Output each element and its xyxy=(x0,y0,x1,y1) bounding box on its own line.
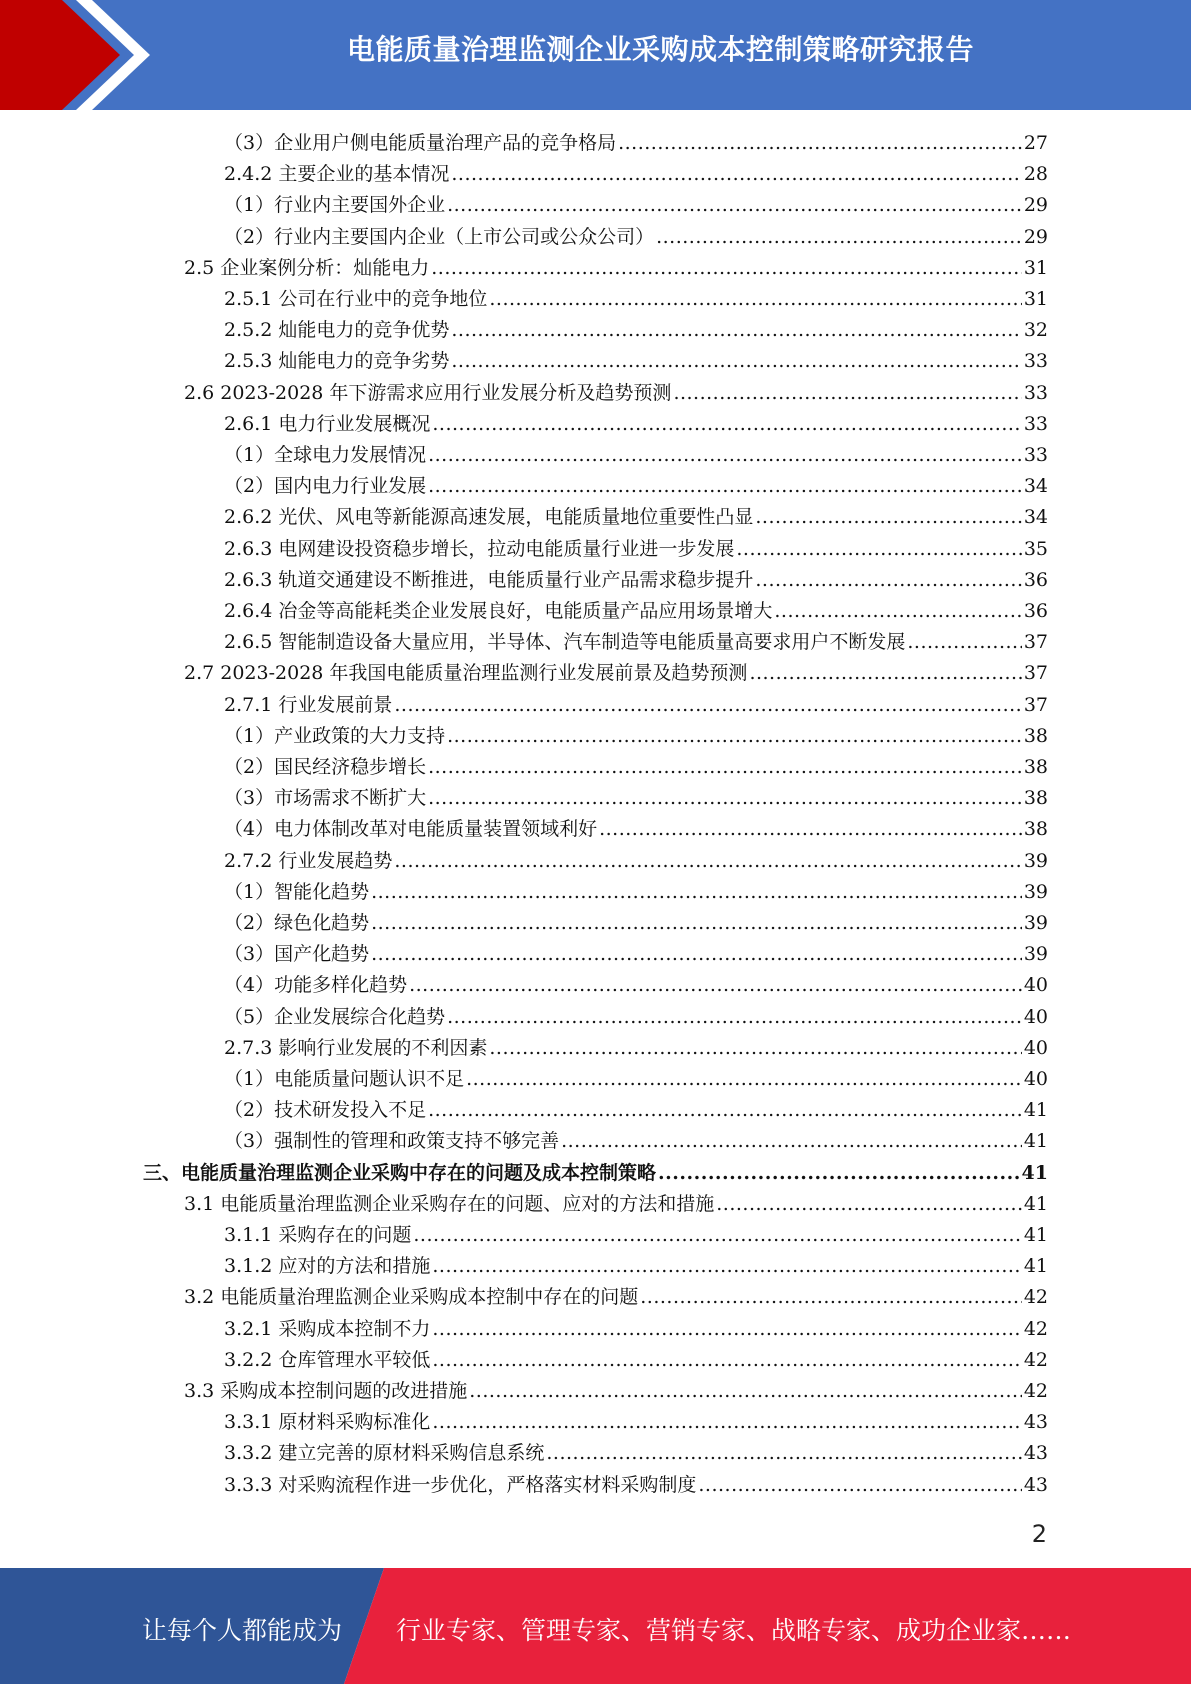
page-footer xyxy=(0,1568,1191,1684)
toc-dot-leader xyxy=(451,319,1021,341)
toc-entry-title: 3.2.1 采购成本控制不力 xyxy=(224,1317,431,1340)
toc-dot-leader xyxy=(640,1286,1022,1308)
toc-entry-page: 38 xyxy=(1023,787,1048,810)
toc-entry-title: 2.6.5 智能制造设备大量应用，半导体、汽车制造等电能质量高要求用户不断发展 xyxy=(224,631,906,654)
toc-entry[interactable] xyxy=(224,409,1048,440)
toc-dot-leader xyxy=(432,1349,1021,1371)
toc-entry[interactable] xyxy=(224,1314,1048,1345)
toc-entry[interactable] xyxy=(224,190,1048,221)
toc-entry-title: 2.6 2023-2028 年下游需求应用行业发展分析及趋势预测 xyxy=(184,381,672,404)
toc-entry[interactable] xyxy=(224,534,1048,565)
toc-dot-leader xyxy=(774,600,1021,622)
toc-dot-leader xyxy=(466,1068,1022,1090)
toc-entry-page: 36 xyxy=(1023,600,1048,622)
toc-dot-leader xyxy=(469,1380,1022,1402)
toc-entry-title: 2.6.4 冶金等高能耗类企业发展良好，电能质量产品应用场景增大 xyxy=(224,600,773,622)
toc-dot-leader xyxy=(428,756,1022,778)
toc-entry[interactable] xyxy=(224,1407,1048,1438)
toc-entry-page: 39 xyxy=(1023,943,1048,966)
toc-entry[interactable] xyxy=(224,721,1048,752)
toc-entry[interactable] xyxy=(224,1033,1048,1064)
toc-entry-title: （2）国民经济稳步增长 xyxy=(224,756,427,778)
toc-entry-title: 3.2.2 仓库管理水平较低 xyxy=(224,1348,431,1371)
toc-entry-title: 3.1.1 采购存在的问题 xyxy=(224,1224,412,1246)
toc-entry-page: 37 xyxy=(1023,693,1048,716)
toc-dot-leader xyxy=(432,1318,1021,1340)
toc-entry-title: （1）电能质量问题认识不足 xyxy=(224,1068,465,1090)
footer-slogan-right: 行业专家、管理专家、营销专家、战略专家、成功企业家…… xyxy=(396,1616,1072,1645)
toc-entry-page: 40 xyxy=(1023,1005,1048,1028)
toc-entry-page: 43 xyxy=(1023,1442,1048,1465)
toc-entry-page: 31 xyxy=(1023,288,1048,310)
toc-entry-page: 33 xyxy=(1023,350,1048,373)
toc-dot-leader xyxy=(658,1162,1020,1184)
toc-entry[interactable] xyxy=(224,596,1048,627)
toc-entry[interactable] xyxy=(224,1126,1048,1157)
toc-entry-title: （2）技术研发投入不足 xyxy=(224,1099,427,1122)
toc-dot-leader xyxy=(907,631,1021,653)
toc-entry[interactable] xyxy=(224,627,1048,658)
toc-entry-title: 3.1 电能质量治理监测企业采购存在的问题、应对的方法和措施 xyxy=(184,1192,715,1215)
toc-entry[interactable] xyxy=(184,253,1048,284)
toc-entry[interactable] xyxy=(224,128,1048,159)
toc-entry-page: 43 xyxy=(1023,1411,1048,1434)
toc-dot-leader xyxy=(618,132,1022,154)
toc-entry[interactable] xyxy=(143,1158,1048,1189)
toc-dot-leader xyxy=(409,974,1022,996)
toc-dot-leader xyxy=(432,1255,1021,1277)
toc-entry-page: 37 xyxy=(1023,631,1048,654)
toc-entry[interactable] xyxy=(184,1189,1048,1220)
toc-dot-leader xyxy=(749,662,1021,684)
toc-entry[interactable] xyxy=(224,222,1048,253)
toc-entry-page: 29 xyxy=(1023,225,1048,248)
toc-entry-page: 37 xyxy=(1023,662,1048,685)
toc-entry-page: 40 xyxy=(1023,1036,1048,1059)
toc-entry-title: 2.7.3 影响行业发展的不利因素 xyxy=(224,1036,488,1059)
toc-entry-page: 38 xyxy=(1023,818,1048,841)
page-number: 2 xyxy=(1031,1520,1047,1548)
toc-entry[interactable] xyxy=(224,565,1048,596)
toc-dot-leader xyxy=(428,475,1022,497)
toc-entry-title: 3.3 采购成本控制问题的改进措施 xyxy=(184,1380,468,1402)
toc-entry[interactable] xyxy=(224,502,1048,533)
toc-entry-title: 2.6.1 电力行业发展概况 xyxy=(224,412,431,435)
toc-entry[interactable] xyxy=(224,1251,1048,1282)
toc-entry-page: 39 xyxy=(1023,880,1048,903)
toc-entry-title: 2.5.3 灿能电力的竞争劣势 xyxy=(224,350,450,373)
toc-entry-title: 3.3.3 对采购流程作进一步优化，严格落实材料采购制度 xyxy=(224,1473,697,1496)
toc-entry-page: 29 xyxy=(1023,194,1048,217)
toc-entry[interactable] xyxy=(224,846,1048,877)
toc-entry-page: 38 xyxy=(1023,756,1048,778)
toc-dot-leader xyxy=(698,1474,1021,1496)
toc-dot-leader xyxy=(599,818,1022,840)
toc-entry[interactable] xyxy=(224,814,1048,845)
toc-dot-leader xyxy=(432,1411,1021,1433)
toc-entry[interactable] xyxy=(224,908,1048,939)
toc-entry[interactable] xyxy=(224,877,1048,908)
toc-entry[interactable] xyxy=(224,1438,1048,1469)
toc-entry-page: 31 xyxy=(1023,256,1048,279)
toc-entry-page: 35 xyxy=(1023,537,1048,560)
toc-entry[interactable] xyxy=(224,1002,1048,1033)
toc-entry-page: 39 xyxy=(1023,912,1048,934)
toc-entry-page: 40 xyxy=(1023,1068,1048,1090)
toc-entry[interactable] xyxy=(224,1064,1048,1095)
toc-dot-leader xyxy=(656,226,1022,248)
toc-dot-leader xyxy=(755,506,1021,528)
toc-entry-page: 32 xyxy=(1023,319,1048,342)
toc-entry-title: （1）智能化趋势 xyxy=(224,880,370,903)
toc-entry[interactable] xyxy=(224,970,1048,1001)
toc-entry-page: 41 xyxy=(1023,1192,1048,1215)
toc-dot-leader xyxy=(451,163,1021,185)
toc-dot-leader xyxy=(428,444,1022,466)
toc-entry[interactable] xyxy=(224,1095,1048,1126)
toc-entry-title: （1）产业政策的大力支持 xyxy=(224,724,446,747)
toc-entry-title: （1）全球电力发展情况 xyxy=(224,444,427,466)
toc-entry-page: 41 xyxy=(1023,1130,1048,1153)
toc-entry-page: 33 xyxy=(1023,412,1048,435)
toc-dot-leader xyxy=(736,538,1021,560)
header-title: 电能质量治理监测企业采购成本控制策略研究报告 xyxy=(346,33,974,66)
toc-entry[interactable] xyxy=(184,378,1048,409)
toc-entry-title: （3）强制性的管理和政策支持不够完善 xyxy=(224,1130,560,1153)
toc-entry[interactable] xyxy=(224,1220,1048,1251)
toc-entry-page: 33 xyxy=(1023,444,1048,466)
toc-dot-leader xyxy=(755,569,1021,591)
toc-dot-leader xyxy=(489,288,1021,310)
toc-entry-title: 2.5.1 公司在行业中的竞争地位 xyxy=(224,288,488,310)
toc-entry-title: 2.5.2 灿能电力的竞争优势 xyxy=(224,319,450,342)
toc-entry-title: 2.7.2 行业发展趋势 xyxy=(224,849,393,872)
toc-dot-leader xyxy=(489,1037,1021,1059)
toc-dot-leader xyxy=(431,257,1022,279)
toc-entry[interactable] xyxy=(224,752,1048,783)
toc-entry-page: 39 xyxy=(1023,849,1048,872)
toc-entry[interactable] xyxy=(224,440,1048,471)
toc-entry-title: （4）电力体制改革对电能质量装置领域利好 xyxy=(224,818,598,841)
toc-entry-page: 40 xyxy=(1023,974,1048,997)
toc-entry-title: 3.2 电能质量治理监测企业采购成本控制中存在的问题 xyxy=(184,1286,639,1309)
toc-entry-page: 41 xyxy=(1023,1099,1048,1122)
toc-entry-page: 42 xyxy=(1023,1286,1048,1309)
toc-dot-leader xyxy=(546,1442,1021,1464)
toc-entry-title: 2.7 2023-2028 年我国电能质量治理监测行业发展前景及趋势预测 xyxy=(184,662,748,685)
toc-entry[interactable] xyxy=(224,346,1048,377)
toc-entry[interactable] xyxy=(224,159,1048,190)
toc-entry-title: （4）功能多样化趋势 xyxy=(224,974,408,997)
toc-dot-leader xyxy=(428,1099,1022,1121)
toc-entry-page: 42 xyxy=(1023,1348,1048,1371)
toc-entry[interactable] xyxy=(184,1376,1048,1407)
toc-entry-page: 42 xyxy=(1023,1380,1048,1402)
toc-dot-leader xyxy=(561,1130,1022,1152)
toc-entry-page: 42 xyxy=(1023,1317,1048,1340)
toc-dot-leader xyxy=(371,912,1022,934)
toc-entry[interactable] xyxy=(224,1345,1048,1376)
footer-slogan-left: 让每个人都能成为 xyxy=(142,1616,343,1645)
toc-dot-leader xyxy=(413,1224,1021,1246)
toc-entry-title: （2）绿色化趋势 xyxy=(224,912,370,934)
toc-entry-title: 2.6.3 电网建设投资稳步增长，拉动电能质量行业进一步发展 xyxy=(224,537,735,560)
toc-entry-title: （2）行业内主要国内企业（上市公司或公众公司） xyxy=(224,225,655,248)
toc-entry[interactable] xyxy=(224,315,1048,346)
toc-entry-title: （5）企业发展综合化趋势 xyxy=(224,1005,446,1028)
toc-dot-leader xyxy=(428,787,1022,809)
toc-entry-title: 2.6.3 轨道交通建设不断推进，电能质量行业产品需求稳步提升 xyxy=(224,568,754,591)
toc-dot-leader xyxy=(451,350,1021,372)
toc-entry-title: （2）国内电力行业发展 xyxy=(224,475,427,498)
toc-dot-leader xyxy=(432,413,1021,435)
toc-entry-title: 3.3.2 建立完善的原材料采购信息系统 xyxy=(224,1442,545,1465)
toc-entry-page: 34 xyxy=(1023,506,1048,529)
page-header xyxy=(0,0,1191,110)
toc-dot-leader xyxy=(447,194,1022,216)
toc-entry-title: 三、电能质量治理监测企业采购中存在的问题及成本控制策略 xyxy=(143,1161,657,1184)
toc-entry[interactable] xyxy=(224,783,1048,814)
toc-dot-leader xyxy=(394,694,1021,716)
toc-entry-title: 2.6.2 光伏、风电等新能源高速发展，电能质量地位重要性凸显 xyxy=(224,506,754,529)
toc-entry[interactable] xyxy=(224,690,1048,721)
toc-entry-page: 41 xyxy=(1021,1161,1048,1184)
toc-entry[interactable] xyxy=(184,1282,1048,1313)
toc-dot-leader xyxy=(394,850,1021,872)
toc-entry-title: 3.3.1 原材料采购标准化 xyxy=(224,1411,431,1434)
toc-dot-leader xyxy=(716,1193,1022,1215)
toc-entry-page: 43 xyxy=(1023,1473,1048,1496)
toc-entry-title: 3.1.2 应对的方法和措施 xyxy=(224,1255,431,1278)
toc-entry-page: 41 xyxy=(1023,1255,1048,1278)
toc-entry[interactable] xyxy=(184,658,1048,689)
toc-entry[interactable] xyxy=(224,471,1048,502)
toc-dot-leader xyxy=(673,382,1021,404)
toc-entry-title: 2.4.2 主要企业的基本情况 xyxy=(224,163,450,186)
toc-entry-page: 38 xyxy=(1023,724,1048,747)
toc-entry[interactable] xyxy=(224,284,1048,315)
toc-dot-leader xyxy=(447,1006,1022,1028)
toc-entry-page: 28 xyxy=(1023,163,1048,186)
toc-entry[interactable] xyxy=(224,1470,1048,1501)
toc-dot-leader xyxy=(371,881,1022,903)
toc-entry-title: 2.5 企业案例分析：灿能电力 xyxy=(184,256,430,279)
toc-entry-title: （1）行业内主要国外企业 xyxy=(224,194,446,217)
toc-dot-leader xyxy=(371,943,1022,965)
toc-entry-page: 33 xyxy=(1023,381,1048,404)
toc-entry-title: （3）国产化趋势 xyxy=(224,943,370,966)
toc-entry-title: （3）企业用户侧电能质量治理产品的竞争格局 xyxy=(224,132,617,154)
toc-dot-leader xyxy=(447,725,1022,747)
toc-entry-page: 41 xyxy=(1023,1224,1048,1246)
toc-entry-page: 27 xyxy=(1023,132,1048,154)
toc-entry-title: 2.7.1 行业发展前景 xyxy=(224,693,393,716)
toc-entry-title: （3）市场需求不断扩大 xyxy=(224,787,427,810)
toc-entry[interactable] xyxy=(224,939,1048,970)
toc-entry-page: 36 xyxy=(1023,568,1048,591)
toc-entry-page: 34 xyxy=(1023,475,1048,498)
